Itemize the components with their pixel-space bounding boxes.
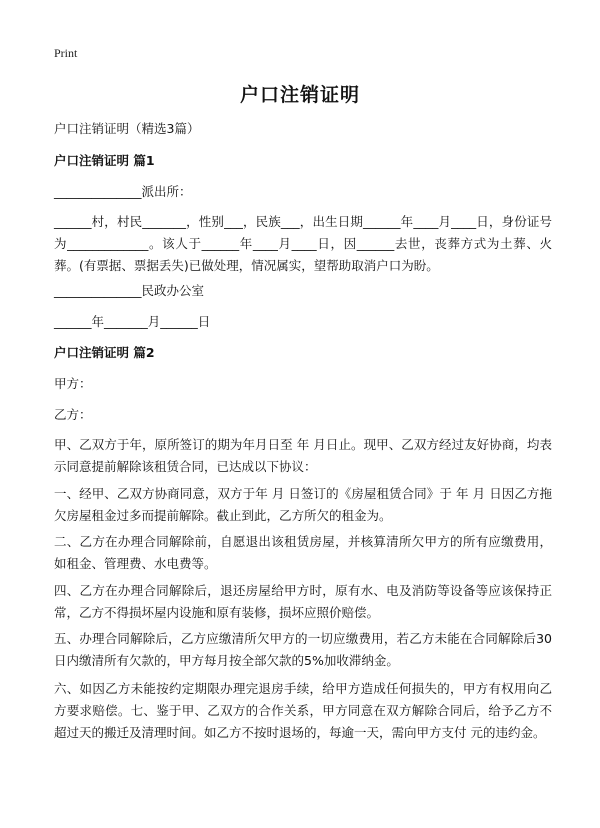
print-label: Print — [54, 46, 78, 60]
article1-body: ______村，村民_______，性别___，民族___，出生日期______年____月____日，身份证号为_____________。该人于______年____月____日，因______去世，丧葬方式为土葬、火葬。(有票据、票据丢失)已做处理，情况属实，望帮助取消户口为盼。 — [54, 214, 552, 273]
clause-6: 六、如因乙方未能按约定期限办理完退房手续，给甲方造成任何损失的，甲方有权用向乙方要求赔偿。七、鉴于甲、乙双方的合作关系，甲方同意在双方解除合同后，给予乙方不超过天的搬迁及清理时间。如乙方不按时退场的，每逾一天，需向甲方支付 元的违约金。 — [54, 681, 552, 740]
clause-1: 一、经甲、乙双方协商同意，双方于年 月 日签订的《房屋租赁合同》于 年 月 日因乙方拖欠房屋租金过多而提前解除。截止到此，乙方所欠的租金为。 — [54, 486, 552, 523]
article2-heading: 户口注销证明 篇2 — [54, 345, 155, 360]
clause-5: 五、办理合同解除后，乙方应缴清所欠甲方的一切应缴费用，若乙方未能在合同解除后30日内缴清所有欠款的，甲方每月按全部欠款的5%加收滞纳金。 — [54, 631, 552, 668]
party-a-label: 甲方： — [54, 376, 92, 391]
clause-2: 二、乙方在办理合同解除前，自愿退出该租赁房屋，并核算清所欠甲方的所有应缴费用，如租金、管理费、水电费等。 — [54, 534, 552, 571]
subtitle: 户口注销证明（精选3篇） — [54, 121, 200, 136]
party-b-label: 乙方： — [54, 407, 92, 422]
article2-intro: 甲、乙双方于年，原所签订的期为年月日至 年 月日止。现甲、乙双方经过友好协商，均表示同意提前解除该租赁合同，已达成以下协议： — [54, 437, 552, 474]
article1-signature: ______________民政办公室 — [54, 283, 205, 298]
clause-4: 四、乙方在办理合同解除后，退还房屋给甲方时，原有水、电及消防等设备等应该保持正常，乙方不得损坏屋内设施和原有装修，损坏应照价赔偿。 — [54, 583, 552, 620]
article1-date: ______年_______月______日 — [54, 314, 211, 329]
article1-heading: 户口注销证明 篇1 — [54, 153, 155, 168]
article1-greeting: ______________派出所： — [54, 184, 192, 199]
page-title: 户口注销证明 — [239, 84, 360, 106]
